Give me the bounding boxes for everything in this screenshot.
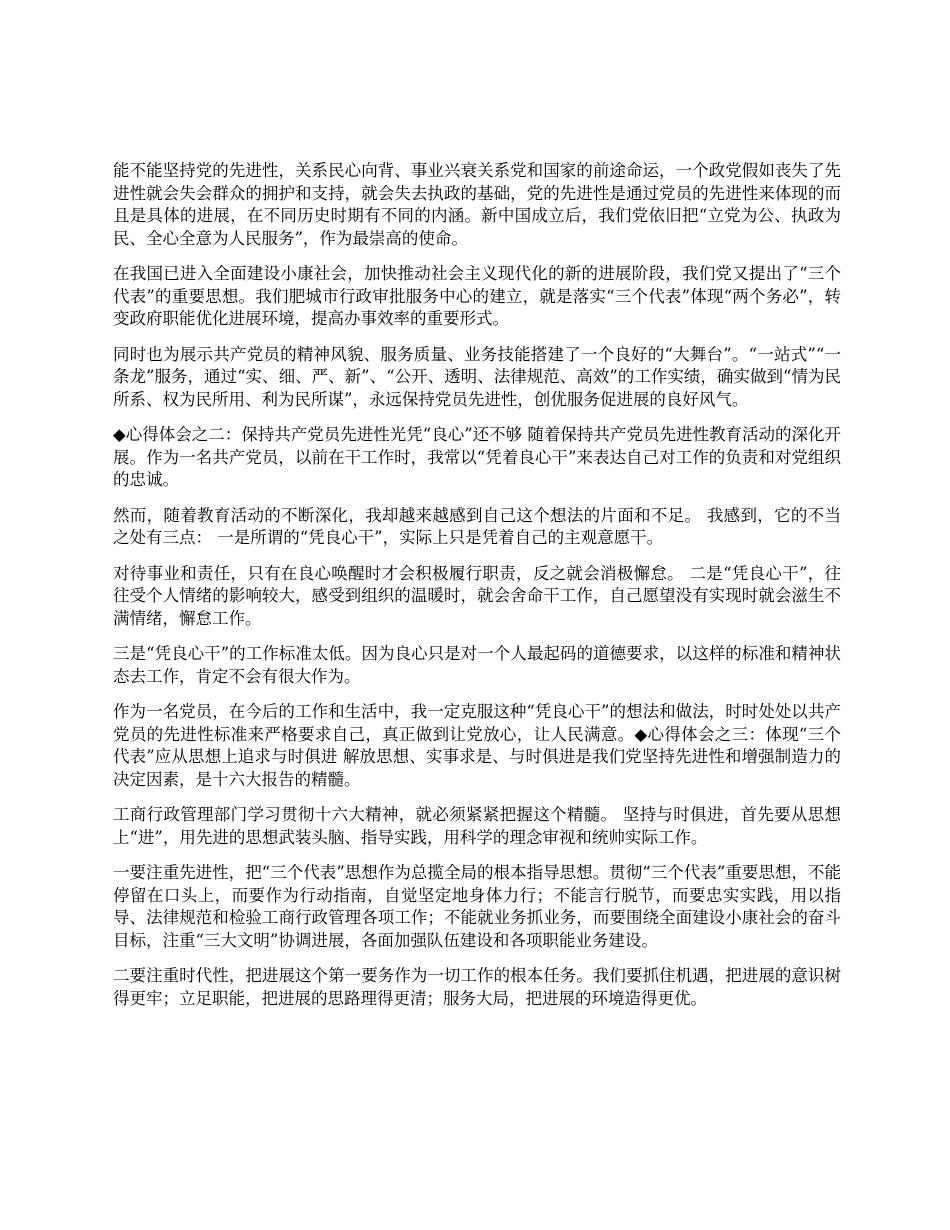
paragraph-8: 作为一名党员，在今后的工作和生活中，我一定克服这种“凭良心干”的想法和做法，时时处处以共产党员的先进性标准来严格要求自己，真正做到让党放心，让人民满意。◆心得体会之三：体现“三个代表”应从思想上追求与时俱进 解放思想、实事求是、与时俱进是我们党坚持先进性和增强制造力的决定因素，是十六大报告的精髓。: [113, 702, 841, 789]
paragraph-2: 在我国已进入全面建设小康社会，加快推动社会主义现代化的新的进展阶段，我们党又提出了“三个代表”的重要思想。我们肥城市行政审批服务中心的建立，就是落实“三个代表”体现“两个务必”，转变政府职能优化进展环境，提高办事效率的重要形式。: [113, 264, 841, 328]
paragraph-7: 三是“凭良心干”的工作标准太低。因为良心只是对一个人最起码的道德要求，以这样的标准和精神状态去工作，肯定不会有很大作为。: [113, 644, 841, 686]
paragraph-11: 二要注重时代性，把进展这个第一要务作为一切工作的根本任务。我们要抓住机遇，把进展的意识树得更牢；立足职能，把进展的思路理得更清；服务大局，把进展的环境造得更优。: [113, 966, 841, 1008]
paragraph-5: 然而，随着教育活动的不断深化，我却越来越感到自己这个想法的片面和不足。 我感到，它的不当之处有三点： 一是所谓的“凭良心干”，实际上只是凭着自己的主观意愿干。: [113, 505, 841, 547]
paragraph-1: 能不能坚持党的先进性，关系民心向背、事业兴衰关系党和国家的前途命运，一个政党假如丧失了先进性就会失会群众的拥护和支持，就会失去执政的基础，党的先进性是通过党员的先进性来体现的而且是具体的进展，在不同历史时期有不同的内涵。新中国成立后，我们党依旧把“立党为公、执政为民、全心全意为人民服务”，作为最崇高的使命。: [113, 161, 841, 248]
document-page: [113, 160, 841, 1023]
paragraph-9: 工商行政管理部门学习贯彻十六大精神，就必须紧紧把握这个精髓。 坚持与时俱进，首先要从思想上“进”，用先进的思想武装头脑、指导实践，用科学的理念审视和统帅实际工作。: [113, 805, 841, 847]
paragraph-10: 一要注重先进性，把“三个代表”思想作为总揽全局的根本指导思想。贯彻“三个代表”重要思想，不能停留在口头上，而要作为行动指南，自觉坚定地身体力行；不能言行脱节，而要忠实实践，用以指导、法律规范和检验工商行政管理各项工作；不能就业务抓业务，而要围绕全面建设小康社会的奋斗目标，注重“三大文明”协调进展，各面加强队伍建设和各项职能业务建设。: [113, 863, 841, 950]
paragraph-6: 对待事业和责任，只有在良心唤醒时才会积极履行职责，反之就会消极懈怠。 二是“凭良心干”，往往受个人情绪的影响较大，感受到组织的温暖时，就会舍命干工作，自己愿望没有实现时就会滋生不满情绪，懈怠工作。: [113, 563, 841, 628]
paragraph-4: ◆心得体会之二：保持共产党员先进性光凭“良心”还不够 随着保持共产党员先进性教育活动的深化开展。作为一名共产党员，以前在干工作时，我常以“凭着良心干”来表达自己对工作的负责和对党组织的忠诚。: [113, 425, 841, 489]
paragraph-3: 同时也为展示共产党员的精神风貌、服务质量、业务技能搭建了一个良好的“大舞台”。“一站式”“一条龙”服务，通过“实、细、严、新”、“公开、透明、法律规范、高效”的工作实绩，确实做到“情为民所系、权为民所用、利为民所谋”，永远保持党员先进性，创优服务促进展的良好风气。: [113, 344, 841, 409]
